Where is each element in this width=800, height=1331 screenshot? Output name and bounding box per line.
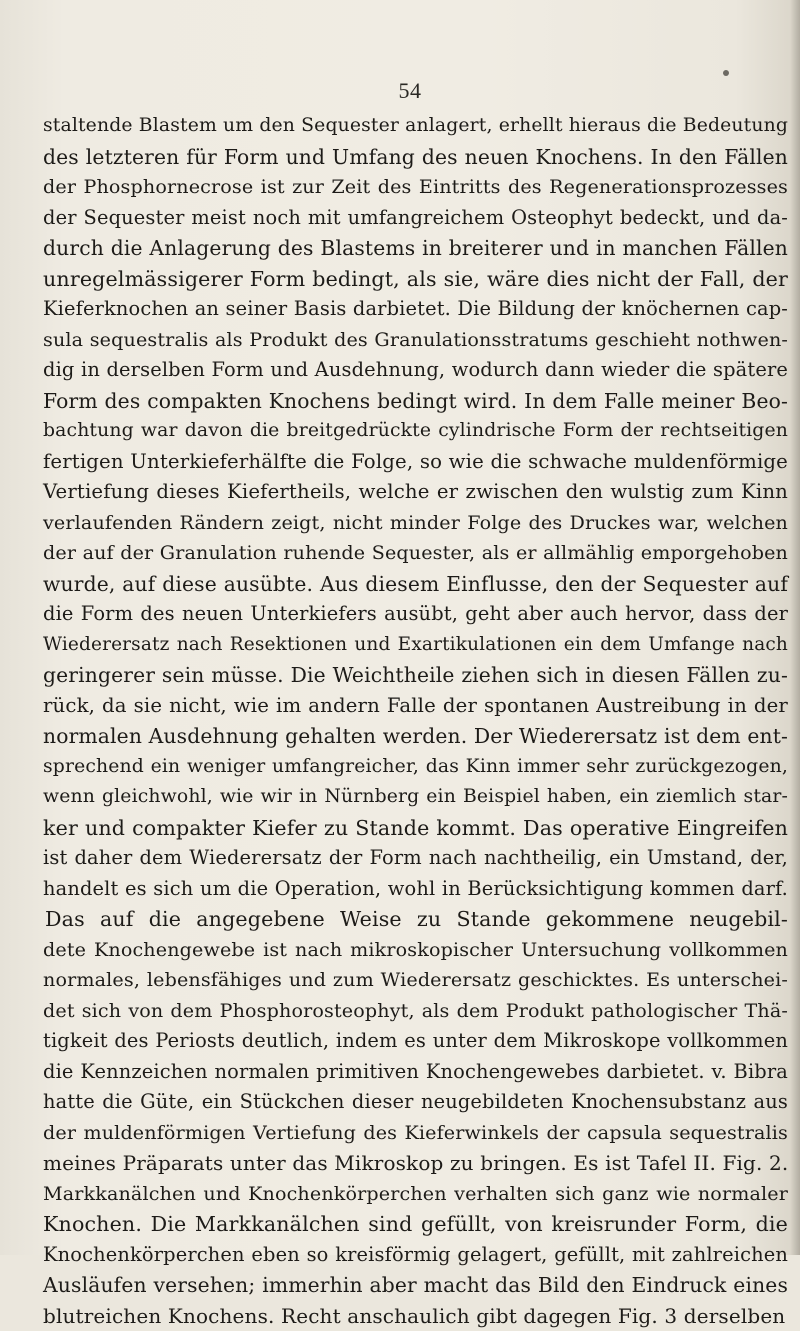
text-line: tigkeit des Periosts deutlich, indem es unter dem Mikroskope vollkommen	[43, 1026, 788, 1057]
text-line: meines Präparats unter das Mikroskop zu bringen. Es ist Tafel II. Fig. 2.	[43, 1148, 788, 1179]
text-line: der Phosphornecrose ist zur Zeit des Eintritts des Regenerationsprozesses	[43, 172, 788, 203]
page-edge-shadow	[790, 0, 800, 1255]
text-line: der auf der Granulation ruhende Sequester, als er allmählig emporgehoben	[43, 538, 788, 569]
text-line: wurde, auf diese ausübte. Aus diesem Einflusse, den der Sequester auf	[43, 569, 788, 600]
ink-speck	[723, 70, 729, 76]
text-line: ist daher dem Wiederersatz der Form nach nachtheilig, ein Umstand, der,	[43, 843, 788, 874]
text-line: staltende Blastem um den Sequester anlagert, erhellt hieraus die Bedeutung	[43, 111, 788, 142]
text-line: fertigen Unterkieferhälfte die Folge, so wie die schwache muldenförmige	[43, 447, 788, 478]
text-line: wenn gleichwohl, wie wir in Nürnberg ein Beispiel haben, ein ziemlich star-	[43, 782, 788, 813]
text-line: Kieferknochen an seiner Basis darbietet. Die Bildung der knöchernen cap-	[43, 294, 788, 325]
text-line: Wiederersatz nach Resektionen und Exartikulationen ein dem Umfange nach	[43, 630, 788, 661]
page-number: 54	[380, 78, 440, 104]
text-line: normales, lebensfähiges und zum Wiederersatz geschicktes. Es unterschei-	[43, 965, 788, 996]
text-line: Das auf die angegebene Weise zu Stande gekommene neugebil-	[43, 904, 788, 935]
text-line: dete Knochengewebe ist nach mikroskopischer Untersuchung vollkommen	[43, 935, 788, 966]
text-line: sprechend ein weniger umfangreicher, das Kinn immer sehr zurückgezogen,	[43, 752, 788, 783]
text-line: det sich von dem Phosphorosteophyt, als dem Produkt pathologischer Thä-	[43, 996, 788, 1027]
text-line: der Sequester meist noch mit umfangreichem Osteophyt bedeckt, und da-	[43, 203, 788, 234]
text-line: normalen Ausdehnung gehalten werden. Der Wiederersatz ist dem ent-	[43, 721, 788, 752]
text-line: sula sequestralis als Produkt des Granulationsstratums geschieht nothwen-	[43, 325, 788, 356]
text-line: verlaufenden Rändern zeigt, nicht minder Folge des Druckes war, welchen	[43, 508, 788, 539]
text-line: des letzteren für Form und Umfang des neuen Knochens. In den Fällen	[43, 142, 788, 173]
text-line: Markkanälchen und Knochenkörperchen verhalten sich ganz wie normaler	[43, 1179, 788, 1210]
text-line: ker und compakter Kiefer zu Stande kommt. Das operative Eingreifen	[43, 813, 788, 844]
text-line: handelt es sich um die Operation, wohl in Berücksichtigung kommen darf.	[43, 874, 788, 905]
text-line: Form des compakten Knochens bedingt wird. In dem Falle meiner Beo-	[43, 386, 788, 417]
text-line: die Form des neuen Unterkiefers ausübt, geht aber auch hervor, dass der	[43, 599, 788, 630]
body-text	[43, 111, 788, 1331]
text-line: Knochen. Die Markkanälchen sind gefüllt, von kreisrunder Form, die	[43, 1209, 788, 1240]
text-line: rück, da sie nicht, wie im andern Falle der spontanen Austreibung in der	[43, 691, 788, 722]
text-line: Knochenkörperchen eben so kreisförmig gelagert, gefüllt, mit zahlreichen	[43, 1240, 788, 1271]
text-line: unregelmässigerer Form bedingt, als sie, wäre dies nicht der Fall, der	[43, 264, 788, 295]
text-line: hatte die Güte, ein Stückchen dieser neugebildeten Knochensubstanz aus	[43, 1087, 788, 1118]
text-line: bachtung war davon die breitgedrückte cylindrische Form der rechtseitigen	[43, 416, 788, 447]
text-line: durch die Anlagerung des Blastems in breiterer und in manchen Fällen	[43, 233, 788, 264]
text-line: die Kennzeichen normalen primitiven Knochengewebes darbietet. v. Bibra	[43, 1057, 788, 1088]
text-line: geringerer sein müsse. Die Weichtheile ziehen sich in diesen Fällen zu-	[43, 660, 788, 691]
text-line: Ausläufen versehen; immerhin aber macht das Bild den Eindruck eines	[43, 1270, 788, 1301]
text-line: der muldenförmigen Vertiefung des Kieferwinkels der capsula sequestralis	[43, 1118, 788, 1149]
text-line: Vertiefung dieses Kiefertheils, welche er zwischen den wulstig zum Kinn	[43, 477, 788, 508]
text-line: dig in derselben Form und Ausdehnung, wodurch dann wieder die spätere	[43, 355, 788, 386]
text-line: blutreichen Knochens. Recht anschaulich gibt dagegen Fig. 3 derselben	[43, 1301, 788, 1331]
